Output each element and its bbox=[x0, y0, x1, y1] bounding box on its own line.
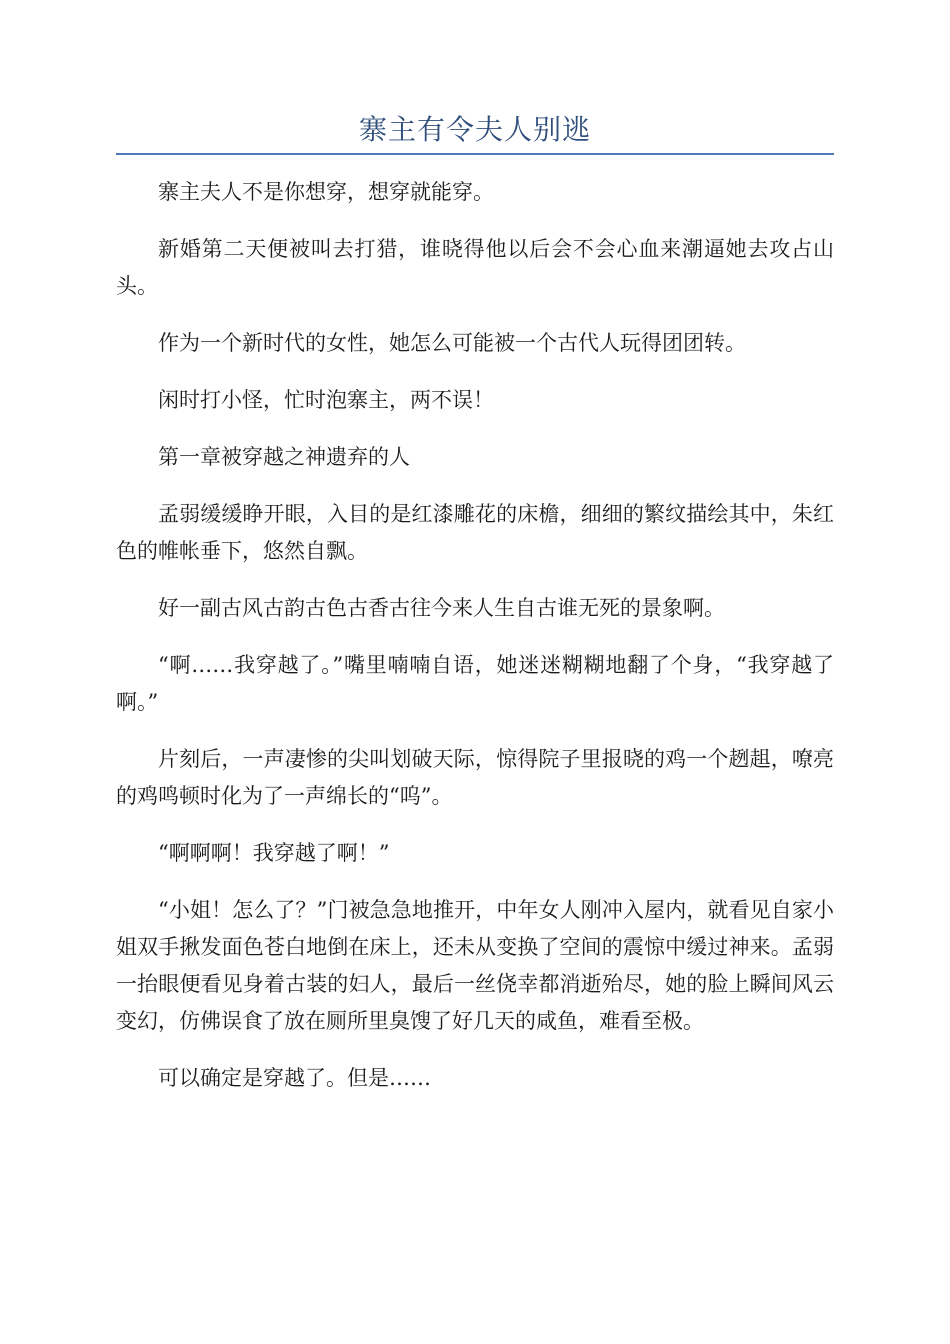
paragraph: 片刻后，一声凄惨的尖叫划破天际，惊得院子里报晓的鸡一个趔趄，嘹亮的鸡鸣顿时化为了一声绵长的“呜”。 bbox=[116, 747, 834, 808]
document-body bbox=[116, 174, 834, 1117]
title-underline bbox=[116, 153, 834, 155]
paragraph-intro-2: 新婚第二天便被叫去打猎，谁晓得他以后会不会心血来潮逼她去攻占山头。 bbox=[116, 237, 834, 298]
paragraph: “小姐！怎么了？”门被急急地推开，中年女人刚冲入屋内，就看见自家小姐双手揪发面色苍白地倒在床上，还未从变换了空间的震惊中缓过神来。孟弱一抬眼便看见身着古装的妇人，最后一丝侥幸都消逝殆尽，她的脸上瞬间风云变幻，仿佛误食了放在厕所里臭馊了好几天的咸鱼，难看至极。 bbox=[116, 898, 834, 1033]
paragraph: “啊啊啊！我穿越了啊！” bbox=[158, 841, 390, 865]
chapter-heading: 第一章被穿越之神遗弃的人 bbox=[158, 445, 410, 469]
paragraph: “啊……我穿越了。”嘴里喃喃自语，她迷迷糊糊地翻了个身，“我穿越了啊。” bbox=[116, 653, 834, 714]
paragraph: 好一副古风古韵古色古香古往今来人生自古谁无死的景象啊。 bbox=[158, 596, 725, 620]
paragraph-intro-1: 寨主夫人不是你想穿，想穿就能穿。 bbox=[158, 180, 494, 204]
paragraph-intro-3: 作为一个新时代的女性，她怎么可能被一个古代人玩得团团转。 bbox=[158, 331, 746, 355]
paragraph: 孟弱缓缓睁开眼，入目的是红漆雕花的床檐，细细的繁纹描绘其中，朱红色的帷帐垂下，悠然自飘。 bbox=[116, 502, 834, 563]
paragraph: 可以确定是穿越了。但是…… bbox=[158, 1066, 431, 1090]
paragraph-intro-4: 闲时打小怪，忙时泡寨主，两不误！ bbox=[158, 388, 494, 412]
document-title: 寨主有令夫人别逃 bbox=[358, 113, 591, 146]
